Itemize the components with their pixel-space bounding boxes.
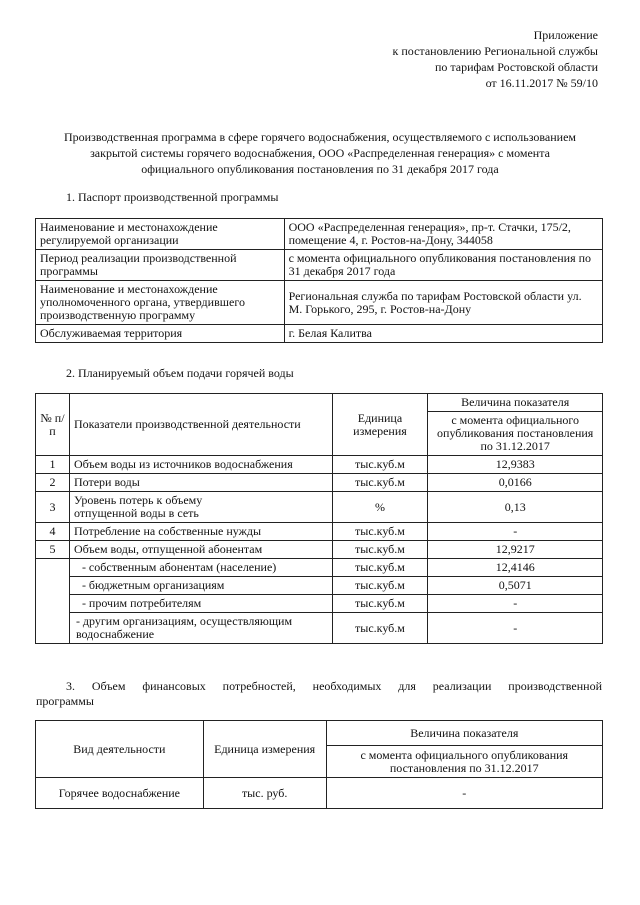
row-value: 0,0166	[428, 474, 603, 492]
row-name: Уровень потерь к объему отпущенной воды в сеть	[69, 492, 332, 523]
table-row	[36, 778, 603, 809]
title-line: закрытой системы горячего водоснабжения, ООО «Распределенная генерация» с момента	[90, 146, 550, 160]
row-unit: тыс.куб.м	[332, 613, 428, 644]
table-header-row	[36, 394, 603, 412]
table-row	[36, 523, 603, 541]
table-header-row	[36, 721, 603, 746]
passport-value: с момента официального опубликования постановления по 31 декабря 2017 года	[284, 250, 602, 281]
row-unit: тыс.куб.м	[332, 559, 428, 577]
row-num: 3	[36, 492, 70, 523]
table-row	[36, 559, 603, 577]
header-unit: Единица измерения	[203, 721, 326, 778]
header-indicator: Показатели производственной деятельности	[69, 394, 332, 456]
passport-label: Обслуживаемая территория	[36, 325, 285, 343]
table-row	[36, 492, 603, 523]
section-2-heading: 2. Планируемый объем подачи горячей воды	[66, 366, 294, 380]
table-row	[36, 577, 603, 595]
row-num: 5	[36, 541, 70, 559]
row-activity: Горячее водоснабжение	[36, 778, 204, 809]
appendix-line: к постановлению Региональной службы	[392, 44, 598, 58]
passport-value: г. Белая Калитва	[284, 325, 602, 343]
row-value: 12,4146	[428, 559, 603, 577]
row-value: 0,5071	[428, 577, 603, 595]
section-1-heading: 1. Паспорт производственной программы	[66, 190, 279, 204]
financial-needs-table	[35, 720, 603, 809]
row-name: - другим организациям, осуществляющим водоснабжение	[69, 613, 332, 644]
appendix-header	[393, 27, 598, 91]
table-row	[36, 250, 603, 281]
row-value: -	[428, 613, 603, 644]
appendix-line: по тарифам Ростовской области	[434, 60, 598, 74]
document-title	[36, 129, 604, 177]
passport-value: Региональная служба по тарифам Ростовской области ул. М. Горького, 295, г. Ростов-на-Дону	[284, 281, 602, 325]
header-value-group: Величина показателя	[326, 721, 602, 746]
passport-label: Период реализации производственной программы	[36, 250, 285, 281]
passport-table	[35, 218, 603, 343]
table-row	[36, 325, 603, 343]
passport-label: Наименование и местонахождение регулируемой организации	[36, 219, 285, 250]
section-3-heading	[36, 679, 602, 709]
appendix-line: от 16.11.2017 № 59/10	[485, 76, 598, 90]
header-unit: Единица измерения	[332, 394, 428, 456]
row-num: 2	[36, 474, 70, 492]
row-unit: тыс.куб.м	[332, 523, 428, 541]
row-name: - собственным абонентам (население)	[69, 559, 332, 577]
passport-label: Наименование и местонахождение уполномоченного органа, утвердившего производственную программу	[36, 281, 285, 325]
table-row	[36, 541, 603, 559]
table-row	[36, 456, 603, 474]
title-line: Производственная программа в сфере горячего водоснабжения, осуществляемого с использованием	[63, 130, 577, 144]
table-row	[36, 219, 603, 250]
table-row	[36, 613, 603, 644]
row-name: Объем воды, отпущенной абонентам	[69, 541, 332, 559]
row-value: 12,9217	[428, 541, 603, 559]
header-activity: Вид деятельности	[36, 721, 204, 778]
row-value: -	[326, 778, 602, 809]
header-value-group: Величина показателя	[428, 394, 603, 412]
table-row	[36, 281, 603, 325]
section-3-heading-line: программы	[36, 694, 94, 708]
header-num: № п/п	[36, 394, 70, 456]
row-value: 0,13	[428, 492, 603, 523]
title-line: официального опубликования постановления по 31 декабря 2017 года	[141, 162, 499, 176]
section-3-heading-line: 3. Объем финансовых потребностей, необходимых для реализации производственной	[66, 679, 602, 693]
row-num: 4	[36, 523, 70, 541]
row-unit: тыс.куб.м	[332, 541, 428, 559]
header-value-period: с момента официального опубликования постановления по 31.12.2017	[326, 746, 602, 778]
appendix-line: Приложение	[533, 28, 598, 42]
row-value: 12,9383	[428, 456, 603, 474]
row-value: -	[428, 595, 603, 613]
row-num: 1	[36, 456, 70, 474]
row-name: - прочим потребителям	[69, 595, 332, 613]
row-name: Потери воды	[69, 474, 332, 492]
row-unit: тыс.куб.м	[332, 456, 428, 474]
row-num-empty	[36, 559, 70, 644]
row-unit: %	[332, 492, 428, 523]
table-row	[36, 595, 603, 613]
row-name: Объем воды из источников водоснабжения	[69, 456, 332, 474]
row-unit: тыс.куб.м	[332, 577, 428, 595]
table-row	[36, 474, 603, 492]
row-value: -	[428, 523, 603, 541]
row-unit: тыс.куб.м	[332, 474, 428, 492]
passport-value: ООО «Распределенная генерация», пр-т. Стачки, 175/2, помещение 4, г. Ростов-на-Дону, 344058	[284, 219, 602, 250]
row-unit: тыс. руб.	[203, 778, 326, 809]
water-volume-table	[35, 393, 603, 644]
row-name: Потребление на собственные нужды	[69, 523, 332, 541]
row-unit: тыс.куб.м	[332, 595, 428, 613]
row-name: - бюджетным организациям	[69, 577, 332, 595]
header-value-period: с момента официального опубликования постановления по 31.12.2017	[428, 412, 603, 456]
